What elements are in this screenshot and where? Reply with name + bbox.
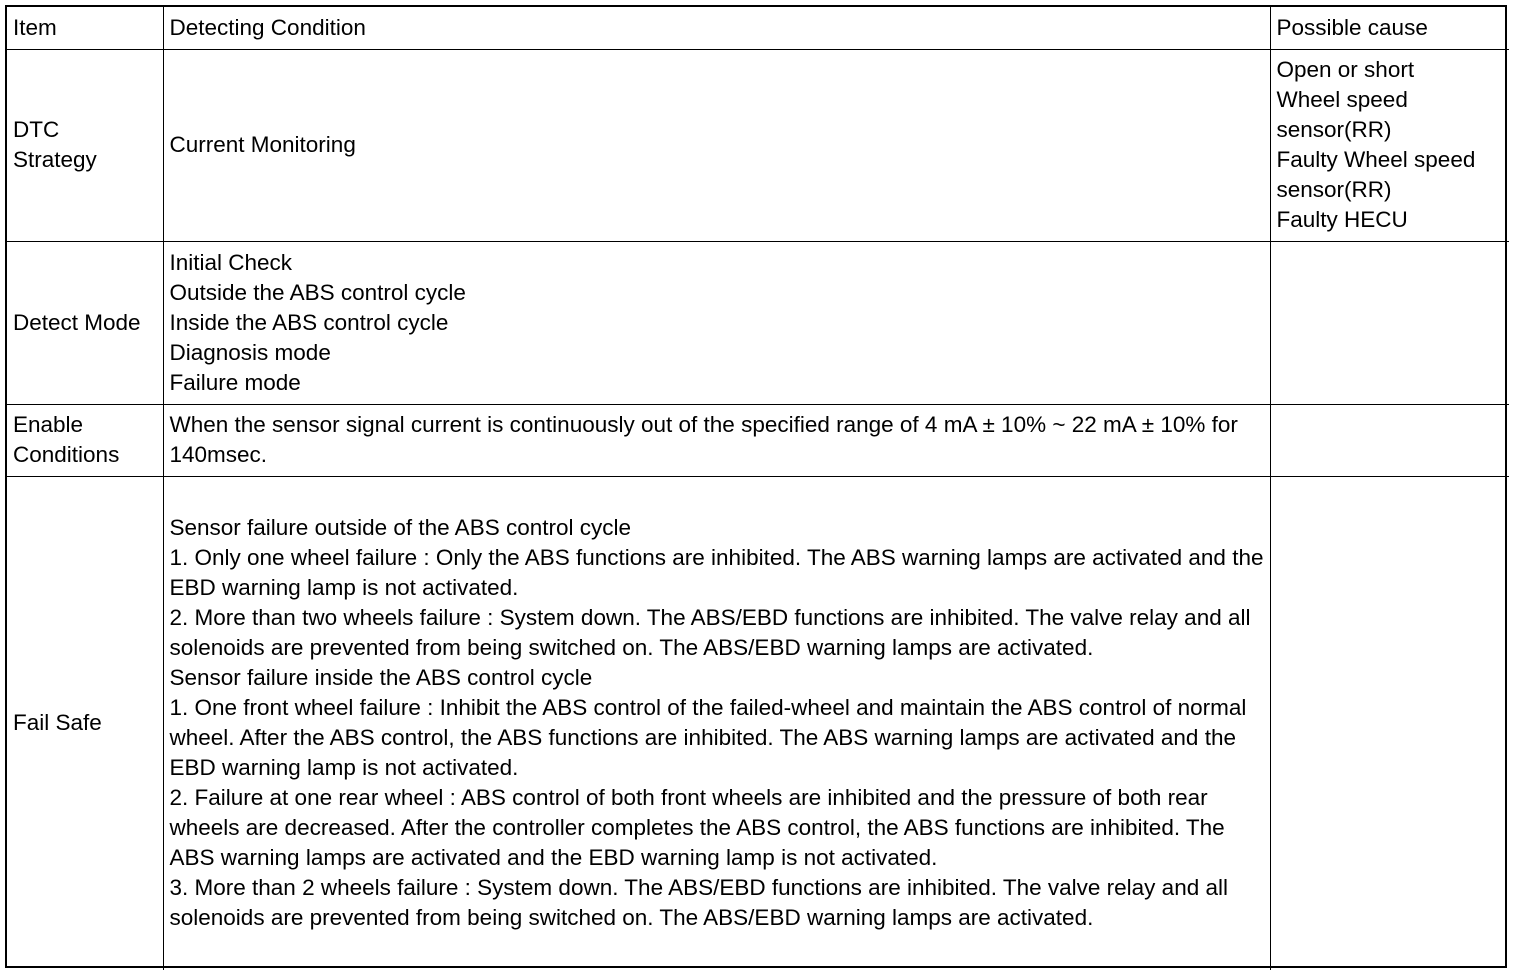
header-item: Item [7, 7, 163, 49]
table-header-row [7, 7, 1509, 49]
row-label-fail-safe: Fail Safe [7, 476, 163, 970]
header-possible-cause: Possible cause [1270, 7, 1509, 49]
dtc-table-container [5, 5, 1507, 968]
fail-safe-details [163, 476, 1270, 970]
fail-safe-line: 2. More than two wheels failure : System down. The ABS/EBD functions are inhibited. The valve relay and all solenoids are prevented from being switched on. The ABS/EBD warning lamps are activated. [169, 605, 1251, 661]
fail-safe-line: Sensor failure inside the ABS control cycle [169, 665, 593, 691]
mode-item: Diagnosis mode [169, 339, 331, 365]
detect-mode-cause [1270, 241, 1509, 404]
mode-item: Failure mode [169, 369, 301, 395]
dtc-strategy-condition: Current Monitoring [163, 49, 1270, 241]
cause-item: Wheel speed sensor(RR) [1276, 87, 1408, 142]
row-label-enable-conditions: Enable Conditions [7, 404, 163, 476]
enable-conditions-text: When the sensor signal current is continuously out of the specified range of 4 mA ± 10% ~ 22 mA ± 10% for 140msec. [163, 404, 1270, 476]
table-row [7, 404, 1509, 476]
row-label-detect-mode: Detect Mode [7, 241, 163, 404]
fail-safe-line: Sensor failure outside of the ABS control cycle [169, 515, 632, 541]
dtc-table [7, 7, 1509, 970]
fail-safe-line: 1. One front wheel failure : Inhibit the ABS control of the failed-wheel and maintain the ABS control of normal wheel. After the ABS control, the ABS functions are inhibited. The ABS warning lamps are activated and the EBD warning lamp is not activated. [169, 695, 1247, 781]
fail-safe-line: 1. Only one wheel failure : Only the ABS functions are inhibited. The ABS warning lamps are activated and the EBD warning lamp is not activated. [169, 545, 1264, 601]
fail-safe-line: 2. Failure at one rear wheel : ABS control of both front wheels are inhibited and the pressure of both rear wheels are decreased. After the controller completes the ABS control, the ABS functions are inhibited. The ABS warning lamps are activated and the EBD warning lamp is not activated. [169, 785, 1225, 871]
cause-item: Faulty Wheel speed sensor(RR) [1276, 147, 1476, 202]
enable-conditions-cause [1270, 404, 1509, 476]
mode-item: Initial Check [169, 249, 293, 275]
detect-mode-conditions [163, 241, 1270, 404]
cause-item: Open or short [1276, 57, 1415, 82]
row-label-dtc-strategy: DTC Strategy [7, 49, 163, 241]
header-detecting-condition: Detecting Condition [163, 7, 1270, 49]
table-row [7, 241, 1509, 404]
mode-item: Inside the ABS control cycle [169, 309, 449, 335]
table-row [7, 476, 1509, 970]
fail-safe-line: 3. More than 2 wheels failure : System down. The ABS/EBD functions are inhibited. The valve relay and all solenoids are prevented from being switched on. The ABS/EBD warning lamps are activated. [169, 875, 1228, 931]
cause-item: Faulty HECU [1276, 207, 1408, 232]
mode-item: Outside the ABS control cycle [169, 279, 466, 305]
dtc-strategy-causes [1270, 49, 1509, 241]
table-row [7, 49, 1509, 241]
fail-safe-cause [1270, 476, 1509, 970]
